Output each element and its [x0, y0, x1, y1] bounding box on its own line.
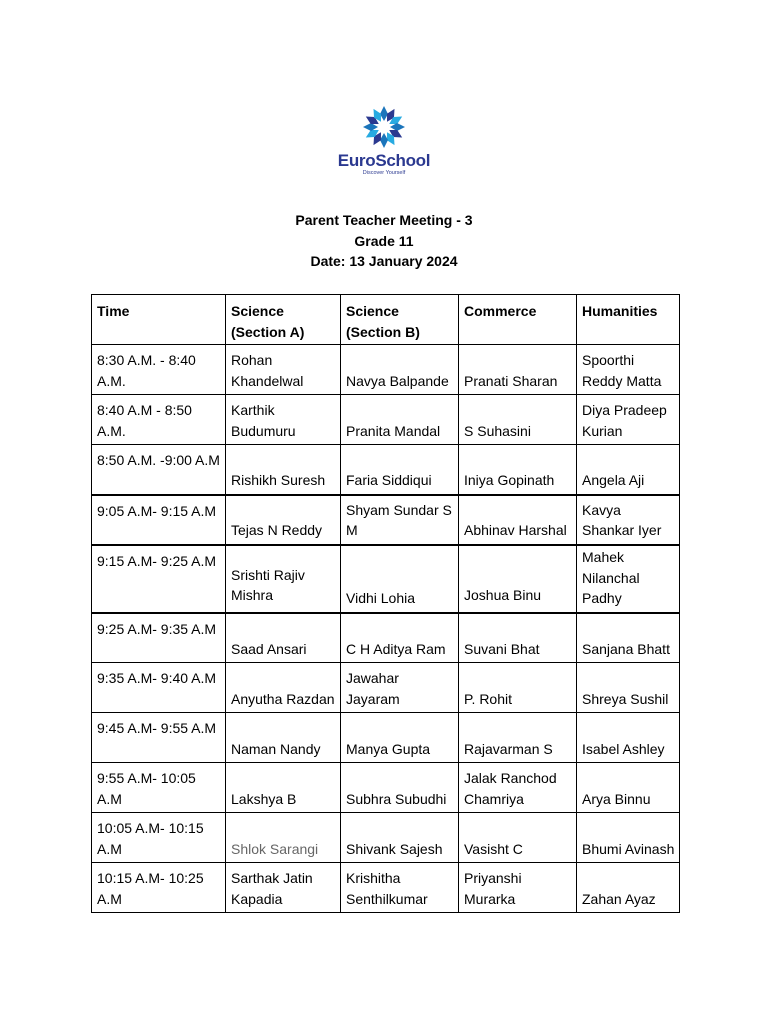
- commerce-cell: Priyanshi Murarka: [459, 863, 577, 913]
- humanities-cell: Kavya Shankar Iyer: [577, 495, 680, 545]
- header-commerce: Commerce: [459, 295, 577, 345]
- table-row: [92, 663, 680, 713]
- science-a-cell: Naman Nandy: [226, 713, 341, 763]
- commerce-cell: P. Rohit: [459, 663, 577, 713]
- table-row: [92, 445, 680, 495]
- commerce-cell: Joshua Binu: [459, 545, 577, 613]
- time-cell: 9:05 A.M- 9:15 A.M: [92, 495, 226, 545]
- science-b-cell: Subhra Subudhi: [341, 763, 459, 813]
- time-cell: 8:40 A.M - 8:50 A.M.: [92, 395, 226, 445]
- humanities-cell: Shreya Sushil: [577, 663, 680, 713]
- science-b-cell: Vidhi Lohia: [341, 545, 459, 613]
- science-b-cell: Navya Balpande: [341, 345, 459, 395]
- commerce-cell: Abhinav Harshal: [459, 495, 577, 545]
- humanities-cell: Bhumi Avinash: [577, 813, 680, 863]
- commerce-cell: Vasisht C: [459, 813, 577, 863]
- time-cell: 10:05 A.M- 10:15 A.M: [92, 813, 226, 863]
- grade-label: Grade 11: [354, 232, 414, 249]
- humanities-cell: Isabel Ashley: [577, 713, 680, 763]
- time-cell: 9:55 A.M- 10:05 A.M: [92, 763, 226, 813]
- table-row: [92, 763, 680, 813]
- star-flower-icon: [360, 104, 408, 150]
- science-a-cell: Srishti Rajiv Mishra: [226, 545, 341, 613]
- table-row: [92, 395, 680, 445]
- table-row: [92, 713, 680, 763]
- euroschool-logo: [334, 104, 434, 184]
- time-cell: 10:15 A.M- 10:25 A.M: [92, 863, 226, 913]
- science-a-cell: Rohan Khandelwal: [226, 345, 341, 395]
- time-cell: 9:35 A.M- 9:40 A.M: [92, 663, 226, 713]
- schedule-table: [91, 294, 680, 913]
- science-b-cell: Manya Gupta: [341, 713, 459, 763]
- science-a-cell: Karthik Budumuru: [226, 395, 341, 445]
- science-a-cell: Shlok Sarangi: [226, 813, 341, 863]
- humanities-cell: Arya Binnu: [577, 763, 680, 813]
- table-row: [92, 863, 680, 913]
- table-row: [92, 813, 680, 863]
- meeting-heading: [0, 210, 768, 272]
- commerce-cell: Suvani Bhat: [459, 613, 577, 663]
- meeting-title: Parent Teacher Meeting - 3: [295, 212, 473, 228]
- time-cell: 9:45 A.M- 9:55 A.M: [92, 713, 226, 763]
- commerce-cell: Jalak Ranchod Chamriya: [459, 763, 577, 813]
- humanities-cell: Zahan Ayaz: [577, 863, 680, 913]
- humanities-cell: Diya Pradeep Kurian: [577, 395, 680, 445]
- meeting-date: Date: 13 January 2024: [310, 253, 458, 269]
- science-a-cell: Sarthak Jatin Kapadia: [226, 863, 341, 913]
- header-science-b: Science (Section B): [341, 295, 459, 345]
- time-cell: 9:15 A.M- 9:25 A.M: [92, 545, 226, 613]
- table-header-row: [92, 295, 680, 345]
- science-a-cell: Rishikh Suresh: [226, 445, 341, 495]
- commerce-cell: Rajavarman S: [459, 713, 577, 763]
- science-a-cell: Tejas N Reddy: [226, 495, 341, 545]
- table-row: [92, 345, 680, 395]
- science-a-cell: Anyutha Razdan: [226, 663, 341, 713]
- header-humanities: Humanities: [577, 295, 680, 345]
- science-b-cell: Shivank Sajesh: [341, 813, 459, 863]
- science-b-cell: Jawahar Jayaram: [341, 663, 459, 713]
- time-cell: 9:25 A.M- 9:35 A.M: [92, 613, 226, 663]
- science-a-cell: Saad Ansari: [226, 613, 341, 663]
- table-row: [92, 545, 680, 613]
- humanities-cell: Angela Aji: [577, 445, 680, 495]
- science-b-cell: Shyam Sundar S M: [341, 495, 459, 545]
- commerce-cell: Pranati Sharan: [459, 345, 577, 395]
- commerce-cell: Iniya Gopinath: [459, 445, 577, 495]
- science-b-cell: Faria Siddiqui: [341, 445, 459, 495]
- brand-name: EuroSchool: [337, 151, 431, 170]
- time-cell: 8:30 A.M. - 8:40 A.M.: [92, 345, 226, 395]
- commerce-cell: S Suhasini: [459, 395, 577, 445]
- table-row: [92, 613, 680, 663]
- science-a-cell: Lakshya B: [226, 763, 341, 813]
- header-science-a: Science (Section A): [226, 295, 341, 345]
- humanities-cell: Mahek Nilanchal Padhy: [577, 545, 680, 613]
- table-row: [92, 495, 680, 545]
- humanities-cell: Spoorthi Reddy Matta: [577, 345, 680, 395]
- humanities-cell: Sanjana Bhatt: [577, 613, 680, 663]
- brand-tagline: Discover Yourself: [362, 170, 406, 176]
- science-b-cell: C H Aditya Ram: [341, 613, 459, 663]
- header-time: Time: [92, 295, 226, 345]
- time-cell: 8:50 A.M. -9:00 A.M: [92, 445, 226, 495]
- science-b-cell: Pranita Mandal: [341, 395, 459, 445]
- science-b-cell: Krishitha Senthilkumar: [341, 863, 459, 913]
